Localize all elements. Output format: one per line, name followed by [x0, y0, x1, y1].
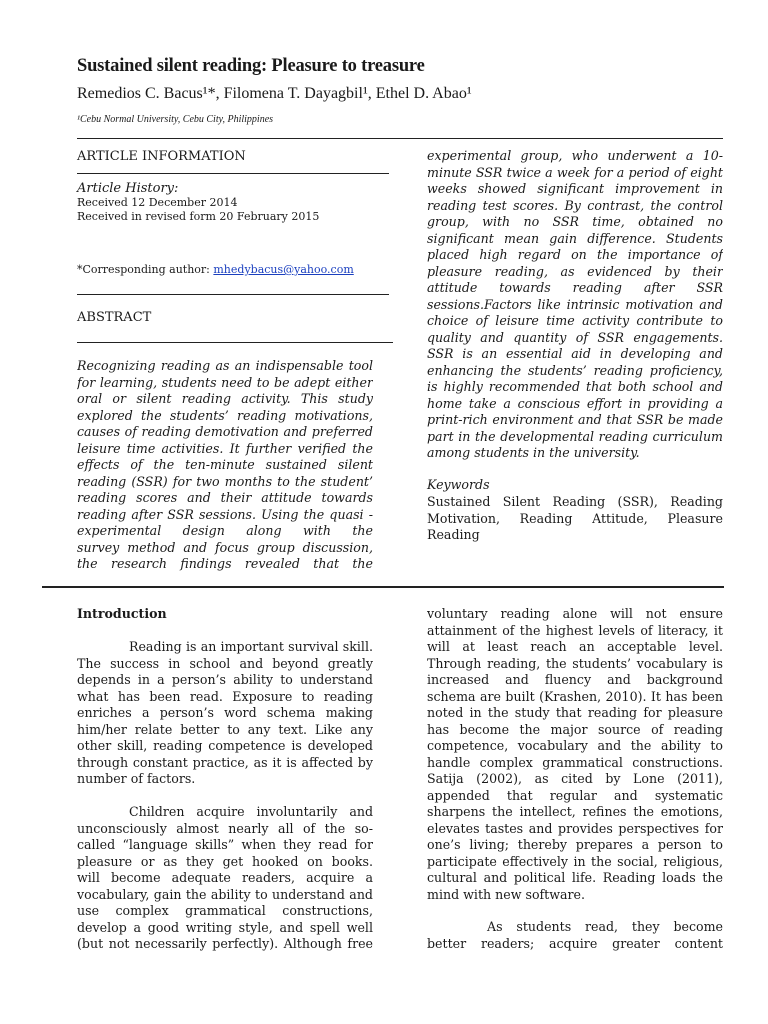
corresponding-label: *Corresponding author:	[77, 263, 214, 276]
text-line: sharpens the intellect, refines the emotions,	[427, 804, 723, 819]
text-line: voluntary reading alone will not ensure	[427, 606, 723, 621]
text-line: called “language skills” when they read for	[77, 837, 373, 852]
text-line: effects of the ten-minute sustained silent	[77, 457, 373, 472]
text-line: As students read, they become	[487, 919, 723, 934]
text-line: one’s living; thereby prepares a person to	[427, 837, 723, 852]
corresponding-email-link[interactable]: mhedybacus@yahoo.com	[213, 263, 354, 276]
text-line: placed high regard on the importance of	[427, 247, 723, 262]
text-line: part in the developmental reading curriculum	[427, 428, 723, 444]
body-right-paragraph-2	[427, 919, 723, 952]
text-line: what has been read. Exposure to reading	[77, 688, 373, 704]
info-abstract-divider	[77, 294, 389, 295]
text-line: choice of leisure time activity contribute to	[427, 313, 723, 328]
text-line: pleasure reading, as evidenced by their	[427, 263, 723, 279]
text-line: cultural and political life. Reading loads the	[427, 870, 723, 885]
paper-title: Sustained silent reading: Pleasure to treasure	[77, 56, 425, 76]
text-line: experimental design along with the	[77, 523, 373, 538]
article-info-heading: ARTICLE INFORMATION	[77, 149, 246, 164]
text-line: enhancing the students’ reading proficiency,	[427, 362, 723, 378]
keywords-list	[427, 494, 723, 544]
text-line: unconsciously almost nearly all of the so-	[77, 820, 373, 836]
text-line: schema are built (Krashen, 2010). It has been	[427, 688, 723, 704]
text-line: appended that regular and systematic	[427, 787, 723, 803]
text-line: enriches a person’s word schema making	[77, 705, 373, 720]
text-line: competence, vocabulary and the ability to	[427, 738, 723, 753]
text-line: Through reading, the students’ vocabulary is	[427, 655, 723, 671]
text-line: reading after SSR sessions. Using the quasi -	[77, 506, 373, 522]
text-line: reading scores and their attitude towards	[77, 490, 373, 505]
intro-paragraph-2	[77, 804, 373, 953]
text-line: mind with new software.	[427, 886, 586, 902]
text-line: oral or silent reading activity. This study	[77, 391, 373, 406]
text-line: reading test scores. By contrast, the control	[427, 197, 723, 213]
text-line: the research findings revealed that the	[77, 556, 373, 571]
text-line: him/her relate better to any text. Like any	[77, 721, 373, 737]
body-right-paragraph-1	[427, 606, 723, 903]
text-line: SSR is an essential aid in developing and	[427, 346, 723, 361]
text-line: through constant practice, as it is affected by	[77, 754, 373, 770]
intro-paragraph-1	[77, 639, 373, 788]
text-line: number of factors.	[77, 771, 196, 786]
text-line: Satija (2002), as cited by Lone (2011),	[427, 771, 723, 786]
text-line: elevates tastes and provides perspectives for	[427, 820, 723, 836]
abstract-right-column	[427, 148, 723, 462]
introduction-heading: Introduction	[77, 606, 167, 621]
text-line: vocabulary, gain the ability to understand and	[77, 886, 373, 902]
author-list: Remedios C. Bacus¹*, Filomena T. Dayagbil¹, Ethel D. Abao¹	[77, 85, 472, 102]
text-line: depends in a person’s ability to understand	[77, 672, 373, 687]
text-line: increased and fluency and background	[427, 672, 723, 687]
text-line: has become the major source of reading	[427, 721, 723, 737]
text-line: Reading	[427, 527, 480, 542]
text-line: will become adequate readers, acquire a	[77, 870, 373, 885]
text-line: for learning, students need to be adept either	[77, 374, 373, 390]
article-info-divider	[77, 173, 389, 174]
text-line: Sustained Silent Reading (SSR), Reading	[427, 494, 723, 509]
received-date: Received 12 December 2014	[77, 196, 238, 209]
text-line: The success in school and beyond greatly	[77, 655, 373, 671]
section-divider	[42, 586, 724, 588]
text-line: minute SSR twice a week for a period of eight	[427, 164, 723, 180]
text-line: Recognizing reading as an indispensable tool	[77, 358, 373, 373]
text-line: causes of reading demotivation and preferred	[77, 424, 373, 439]
text-line: experimental group, who underwent a 10-	[427, 148, 723, 163]
text-line: handle complex grammatical constructions.	[427, 754, 723, 770]
text-line: develop a good writing style, and spell well	[77, 919, 373, 935]
text-line: better readers; acquire greater content	[427, 935, 723, 951]
article-history-label: Article History:	[77, 181, 179, 196]
text-line: use complex grammatical constructions,	[77, 903, 373, 918]
abstract-heading: ABSTRACT	[77, 310, 152, 325]
text-line: will at least reach an acceptable level.	[427, 639, 723, 654]
header-divider	[77, 138, 723, 139]
text-line: significant mean gain difference. Students	[427, 230, 723, 246]
text-line: (but not necessarily perfectly). Although free	[77, 936, 373, 951]
text-line: pleasure or as they get hooked on books.	[77, 853, 373, 869]
text-line: quality and quantity of SSR engagements.	[427, 329, 723, 345]
text-line: is highly recommended that both school and	[427, 379, 723, 394]
abstract-divider	[77, 342, 393, 343]
text-line: participate effectively in the social, religious,	[427, 853, 723, 869]
text-line: reading (SSR) for two months to the student’	[77, 473, 373, 489]
text-line: among students in the university.	[427, 445, 640, 460]
text-line: Motivation, Reading Attitude, Pleasure	[427, 510, 723, 526]
affiliation: ¹Cebu Normal University, Cebu City, Philippines	[77, 114, 274, 125]
text-line: weeks showed significant improvement in	[427, 181, 723, 196]
revised-date: Received in revised form 20 February 2015	[77, 210, 320, 223]
text-line: print-rich environment and that SSR be made	[427, 412, 723, 427]
text-line: other skill, reading competence is developed	[77, 738, 373, 753]
text-line: survey method and focus group discussion,	[77, 539, 373, 555]
text-line: sessions.Factors like intrinsic motivation and	[427, 296, 723, 312]
text-line: explored the students’ reading motivations,	[77, 407, 373, 423]
text-line: group, with no SSR time, obtained no	[427, 214, 723, 229]
corresponding-author	[77, 263, 354, 276]
text-line: leisure time activities. It further verified the	[77, 440, 373, 456]
text-line: attainment of the highest levels of literacy, it	[427, 622, 723, 638]
abstract-left-column	[77, 358, 373, 573]
text-line: noted in the study that reading for pleasure	[427, 705, 723, 720]
text-line: home take a conscious effort in providing a	[427, 395, 723, 411]
text-line: Children acquire involuntarily and	[129, 804, 373, 819]
text-line: Reading is an important survival skill.	[129, 639, 373, 654]
keywords-heading: Keywords	[427, 477, 490, 492]
text-line: attitude towards reading after SSR	[427, 280, 723, 295]
